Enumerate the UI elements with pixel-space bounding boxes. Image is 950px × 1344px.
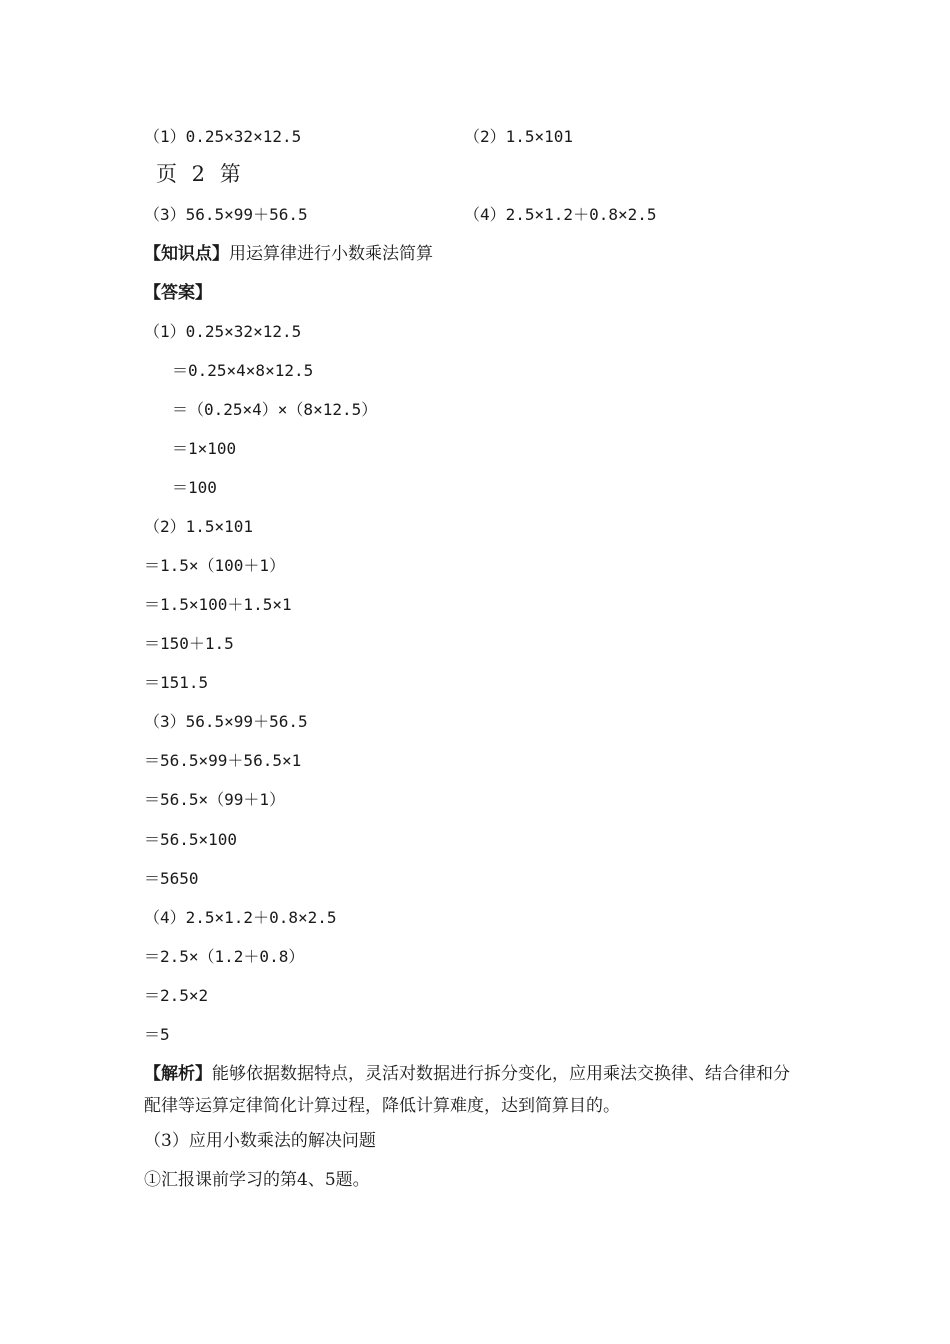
list-item: ①汇报课前学习的第4、5题。 — [144, 1170, 370, 1190]
solution-1-line: ＝（0.25×4）×（8×12.5） — [172, 400, 378, 419]
section-heading: （3）应用小数乘法的解决问题 — [144, 1131, 376, 1151]
problem-3: （3）56.5×99＋56.5 — [144, 205, 308, 224]
solution-1-line: ＝1×100 — [172, 439, 237, 458]
answer-tag: 【答案】 — [144, 283, 212, 303]
analysis-paragraph — [144, 1058, 804, 1122]
solution-4-line: ＝2.5×2 — [144, 986, 209, 1005]
solution-3-line: ＝5650 — [144, 869, 199, 888]
solution-4-line: （4）2.5×1.2＋0.8×2.5 — [144, 908, 337, 927]
knowledge-point — [144, 243, 433, 265]
knowledge-tag: 【知识点】 — [144, 244, 229, 264]
knowledge-text: 用运算律进行小数乘法简算 — [229, 244, 433, 264]
solution-4-line: ＝2.5×（1.2＋0.8） — [144, 947, 305, 966]
solution-1-line: （1）0.25×32×12.5 — [144, 322, 302, 341]
page-number: 页 2 第 — [156, 162, 245, 186]
solution-1-line: ＝100 — [172, 478, 217, 497]
solution-3-line: （3）56.5×99＋56.5 — [144, 712, 308, 731]
problem-2: （2）1.5×101 — [464, 127, 574, 146]
problem-1: （1）0.25×32×12.5 — [144, 127, 302, 146]
solution-3-line: ＝56.5×100 — [144, 830, 238, 849]
solution-2-line: （2）1.5×101 — [144, 517, 254, 536]
analysis-text: 能够依据数据特点，灵活对数据进行拆分变化，应用乘法交换律、结合律和分配律等运算定律简化计算过程，降低计算难度，达到简算目的。 — [144, 1064, 790, 1116]
solution-2-line: ＝150＋1.5 — [144, 634, 234, 653]
solution-2-line: ＝1.5×（100＋1） — [144, 556, 286, 575]
analysis-tag: 【解析】 — [144, 1064, 212, 1084]
solution-3-line: ＝56.5×99＋56.5×1 — [144, 751, 302, 770]
solution-4-line: ＝5 — [144, 1025, 170, 1044]
solution-2-line: ＝151.5 — [144, 673, 209, 692]
problem-4: （4）2.5×1.2＋0.8×2.5 — [464, 205, 657, 224]
solution-2-line: ＝1.5×100＋1.5×1 — [144, 595, 292, 614]
solution-3-line: ＝56.5×（99＋1） — [144, 790, 286, 809]
solution-1-line: ＝0.25×4×8×12.5 — [172, 361, 314, 380]
